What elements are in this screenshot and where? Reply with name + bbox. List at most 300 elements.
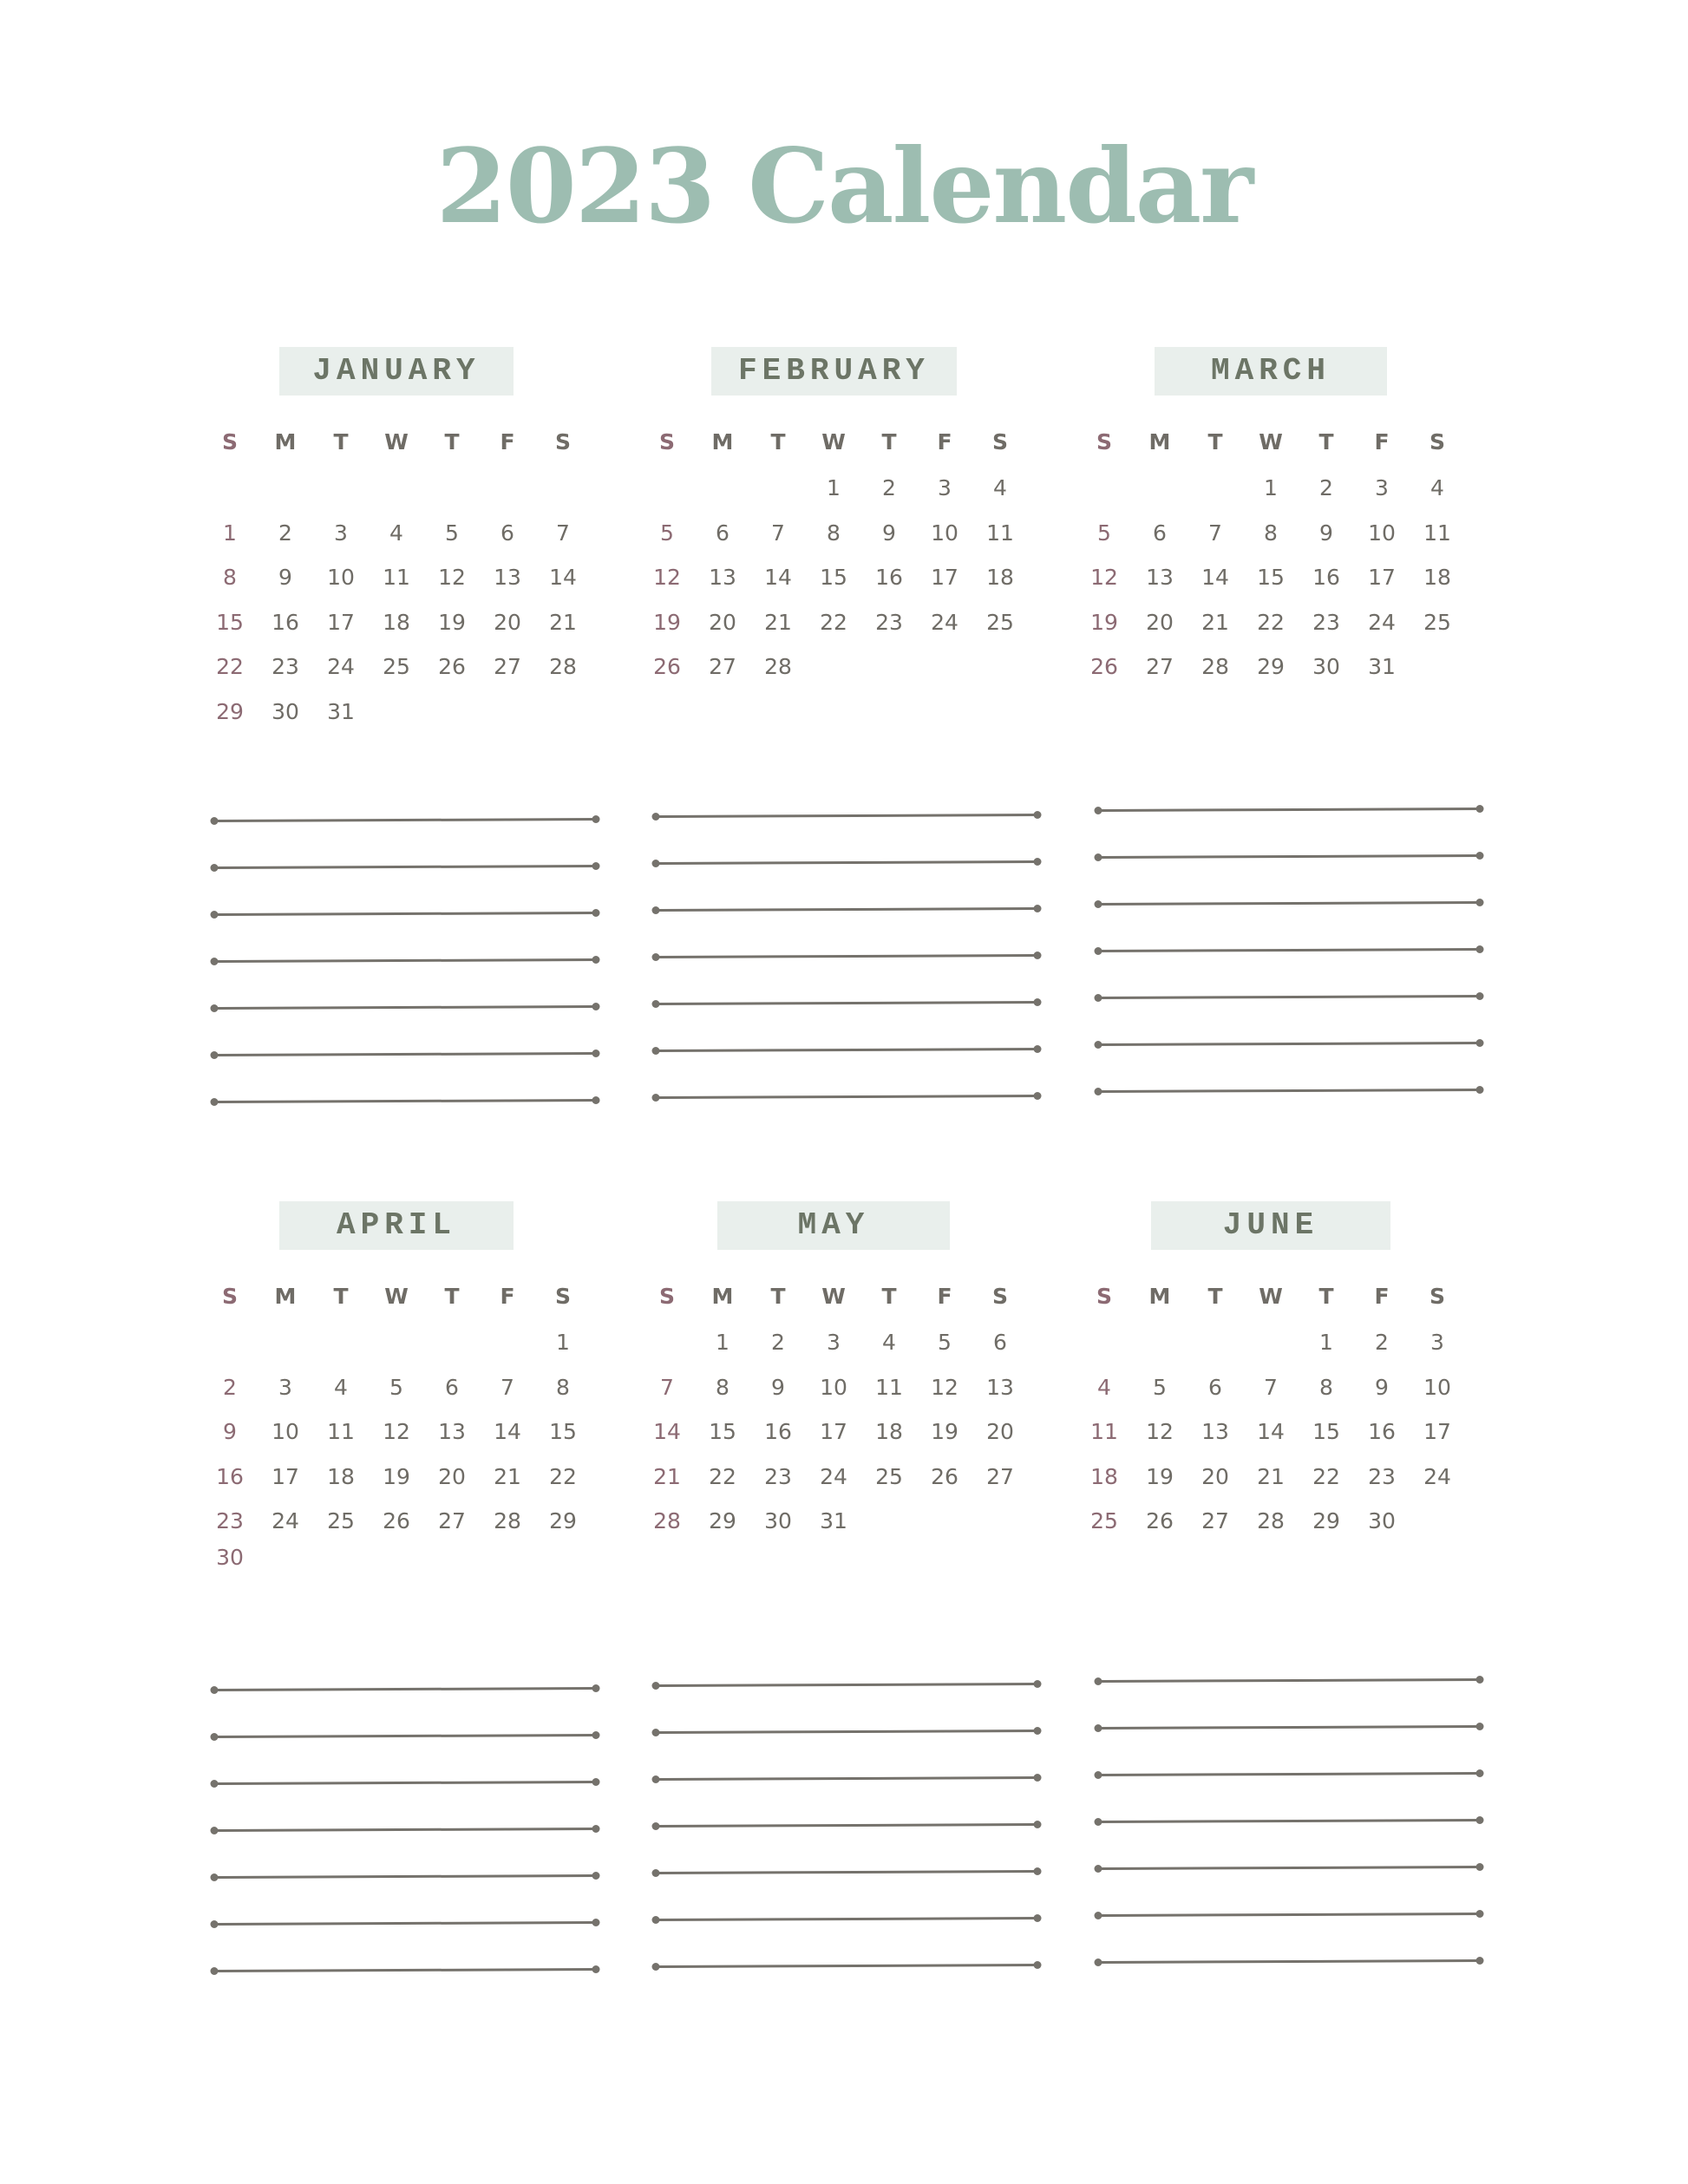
day-cell: 14 bbox=[764, 565, 792, 590]
day-cell: 29 bbox=[216, 698, 244, 724]
line-end-dot bbox=[1095, 900, 1102, 908]
line-end-dot bbox=[211, 1873, 219, 1881]
line-end-dot bbox=[1034, 1045, 1042, 1053]
line-end-dot bbox=[211, 911, 219, 919]
day-cell: 7 bbox=[1264, 1374, 1278, 1400]
line-end-dot bbox=[652, 1869, 660, 1877]
day-cell: 6 bbox=[1153, 520, 1167, 546]
note-line[interactable] bbox=[214, 1829, 596, 1831]
day-cell: 5 bbox=[660, 520, 674, 546]
day-cell: 22 bbox=[216, 654, 244, 679]
day-cell: 22 bbox=[1257, 609, 1285, 635]
line-end-dot bbox=[1095, 1818, 1102, 1826]
weekday-label: T bbox=[444, 429, 460, 454]
note-line[interactable] bbox=[656, 1684, 1037, 1686]
note-line[interactable] bbox=[214, 866, 596, 868]
day-cell: 5 bbox=[445, 520, 459, 546]
month-header: APRIL bbox=[279, 1201, 514, 1250]
line-end-dot bbox=[1034, 811, 1042, 819]
month-may bbox=[638, 1201, 1124, 1895]
day-cell: 6 bbox=[993, 1330, 1007, 1355]
note-line[interactable] bbox=[656, 862, 1037, 864]
note-line[interactable] bbox=[656, 1919, 1037, 1920]
note-line[interactable] bbox=[1098, 856, 1480, 858]
weekday-label: F bbox=[937, 429, 952, 454]
month-june bbox=[1076, 1201, 1561, 1895]
weekday-label: S bbox=[991, 429, 1008, 454]
note-line[interactable] bbox=[1098, 1043, 1480, 1045]
day-cell: 3 bbox=[827, 1330, 841, 1355]
weekday-label: W bbox=[821, 1284, 846, 1309]
day-cell: 26 bbox=[1146, 1508, 1174, 1533]
day-cell: 26 bbox=[653, 654, 681, 679]
day-cell: 20 bbox=[1201, 1463, 1229, 1489]
day-cell: 29 bbox=[709, 1508, 736, 1533]
day-cell: 19 bbox=[931, 1419, 958, 1444]
line-end-dot bbox=[1095, 1958, 1102, 1966]
notes-lines bbox=[652, 1676, 1069, 1974]
line-end-dot bbox=[211, 1098, 219, 1106]
month-february bbox=[638, 347, 1124, 1041]
notes-lines bbox=[1095, 1671, 1511, 1970]
day-cell: 17 bbox=[820, 1419, 847, 1444]
day-cell: 20 bbox=[986, 1419, 1014, 1444]
day-cell: 15 bbox=[1312, 1419, 1340, 1444]
line-end-dot bbox=[592, 862, 600, 870]
note-line[interactable] bbox=[214, 960, 596, 962]
day-cell: 6 bbox=[445, 1374, 459, 1400]
day-cell: 11 bbox=[1090, 1419, 1118, 1444]
note-line[interactable] bbox=[214, 1689, 596, 1690]
day-cell: 16 bbox=[1312, 565, 1340, 590]
line-end-dot bbox=[1476, 992, 1484, 1000]
day-cell: 7 bbox=[660, 1374, 674, 1400]
day-cell: 22 bbox=[709, 1463, 736, 1489]
note-line[interactable] bbox=[1098, 1867, 1480, 1869]
note-line[interactable] bbox=[1098, 809, 1480, 811]
weekday-label: F bbox=[937, 1284, 952, 1309]
day-cell: 12 bbox=[1146, 1419, 1174, 1444]
day-cell: 8 bbox=[223, 565, 237, 590]
day-cell: 3 bbox=[1430, 1330, 1444, 1355]
day-cell: 12 bbox=[438, 565, 466, 590]
weekday-label: S bbox=[658, 1284, 675, 1309]
weekday-label: S bbox=[1096, 1284, 1112, 1309]
line-end-dot bbox=[211, 1780, 219, 1788]
notes-lines bbox=[1095, 801, 1511, 1099]
day-cell: 28 bbox=[1201, 654, 1229, 679]
note-line[interactable] bbox=[214, 1970, 596, 1971]
month-april bbox=[201, 1201, 687, 1895]
day-cell: 18 bbox=[1090, 1463, 1118, 1489]
weekday-label: S bbox=[658, 429, 675, 454]
day-cell: 5 bbox=[1097, 520, 1111, 546]
note-line[interactable] bbox=[214, 1101, 596, 1102]
day-cell: 7 bbox=[1208, 520, 1222, 546]
note-line[interactable] bbox=[656, 1731, 1037, 1733]
note-line[interactable] bbox=[214, 820, 596, 821]
day-cell: 4 bbox=[1430, 475, 1444, 500]
note-line[interactable] bbox=[656, 1825, 1037, 1827]
weekday-label: T bbox=[333, 1284, 349, 1309]
line-end-dot bbox=[592, 1096, 600, 1104]
day-cell: 2 bbox=[1319, 475, 1333, 500]
line-end-dot bbox=[1476, 1863, 1484, 1871]
note-line[interactable] bbox=[1098, 1774, 1480, 1775]
line-end-dot bbox=[592, 909, 600, 917]
line-end-dot bbox=[211, 864, 219, 872]
line-end-dot bbox=[211, 1686, 219, 1694]
line-end-dot bbox=[211, 1967, 219, 1975]
day-cell: 10 bbox=[327, 565, 355, 590]
note-line[interactable] bbox=[656, 956, 1037, 958]
day-cell: 3 bbox=[938, 475, 952, 500]
day-cell: 6 bbox=[501, 520, 514, 546]
note-line[interactable] bbox=[214, 1736, 596, 1737]
line-end-dot bbox=[211, 1920, 219, 1928]
day-cell: 3 bbox=[278, 1374, 292, 1400]
day-cell: 6 bbox=[1208, 1374, 1222, 1400]
day-cell: 3 bbox=[1375, 475, 1389, 500]
day-cell: 23 bbox=[272, 654, 299, 679]
weekday-label: T bbox=[1207, 1284, 1223, 1309]
line-end-dot bbox=[211, 958, 219, 965]
line-end-dot bbox=[1476, 805, 1484, 813]
line-end-dot bbox=[592, 1919, 600, 1926]
line-end-dot bbox=[652, 1682, 660, 1690]
note-line[interactable] bbox=[1098, 1090, 1480, 1092]
note-line[interactable] bbox=[214, 1782, 596, 1784]
weekday-label: M bbox=[274, 1284, 297, 1309]
line-end-dot bbox=[211, 817, 219, 825]
line-end-dot bbox=[1095, 1041, 1102, 1049]
line-end-dot bbox=[652, 953, 660, 961]
weekday-label: T bbox=[333, 429, 349, 454]
day-cell: 27 bbox=[1201, 1508, 1229, 1533]
day-cell: 26 bbox=[931, 1463, 958, 1489]
day-cell: 1 bbox=[223, 520, 237, 546]
day-cell: 25 bbox=[875, 1463, 903, 1489]
weekday-label: W bbox=[821, 429, 846, 454]
note-line[interactable] bbox=[1098, 1821, 1480, 1822]
note-line[interactable] bbox=[656, 1003, 1037, 1004]
day-cell: 9 bbox=[1375, 1374, 1389, 1400]
weekday-label: S bbox=[554, 1284, 571, 1309]
day-cell: 12 bbox=[653, 565, 681, 590]
weekday-label: W bbox=[1259, 429, 1283, 454]
line-end-dot bbox=[652, 1822, 660, 1830]
day-cell: 29 bbox=[549, 1508, 577, 1533]
weekday-label: F bbox=[500, 429, 515, 454]
weekday-label: F bbox=[1374, 429, 1390, 454]
note-line[interactable] bbox=[1098, 1961, 1480, 1963]
line-end-dot bbox=[592, 956, 600, 964]
line-end-dot bbox=[1476, 899, 1484, 906]
day-cell: 5 bbox=[938, 1330, 952, 1355]
day-cell: 25 bbox=[986, 609, 1014, 635]
line-end-dot bbox=[592, 815, 600, 823]
day-cell: 20 bbox=[1146, 609, 1174, 635]
day-cell: 27 bbox=[494, 654, 521, 679]
line-end-dot bbox=[211, 1051, 219, 1059]
day-cell: 30 bbox=[1312, 654, 1340, 679]
line-end-dot bbox=[652, 1963, 660, 1971]
day-cell: 15 bbox=[1257, 565, 1285, 590]
note-line[interactable] bbox=[1098, 997, 1480, 998]
day-cell: 13 bbox=[986, 1374, 1014, 1400]
line-end-dot bbox=[1034, 1867, 1042, 1875]
day-cell: 2 bbox=[278, 520, 292, 546]
day-cell: 19 bbox=[438, 609, 466, 635]
day-cell: 24 bbox=[1368, 609, 1396, 635]
day-cell: 31 bbox=[327, 698, 355, 724]
weekday-label: F bbox=[1374, 1284, 1390, 1309]
weekday-label: S bbox=[221, 429, 238, 454]
day-cell: 26 bbox=[1090, 654, 1118, 679]
day-cell: 1 bbox=[716, 1330, 730, 1355]
day-cell: 31 bbox=[1368, 654, 1396, 679]
day-cell: 20 bbox=[709, 609, 736, 635]
day-cell: 22 bbox=[1312, 1463, 1340, 1489]
notes-lines bbox=[652, 807, 1069, 1105]
day-cell: 10 bbox=[931, 520, 958, 546]
day-cell: 8 bbox=[1319, 1374, 1333, 1400]
day-cell: 31 bbox=[820, 1508, 847, 1533]
day-cell: 10 bbox=[820, 1374, 847, 1400]
note-line[interactable] bbox=[656, 815, 1037, 817]
line-end-dot bbox=[592, 1003, 600, 1010]
day-cell: 27 bbox=[709, 654, 736, 679]
day-cell: 22 bbox=[549, 1463, 577, 1489]
weekday-label: S bbox=[554, 429, 571, 454]
note-line[interactable] bbox=[656, 1872, 1037, 1873]
day-cell: 17 bbox=[272, 1463, 299, 1489]
line-end-dot bbox=[1476, 1676, 1484, 1684]
day-cell: 23 bbox=[1368, 1463, 1396, 1489]
day-cell: 24 bbox=[931, 609, 958, 635]
weekday-label: T bbox=[1318, 1284, 1334, 1309]
weekday-label: T bbox=[770, 1284, 786, 1309]
line-end-dot bbox=[592, 1049, 600, 1057]
line-end-dot bbox=[1095, 807, 1102, 814]
day-cell: 2 bbox=[882, 475, 896, 500]
day-cell: 3 bbox=[334, 520, 348, 546]
day-cell: 21 bbox=[1201, 609, 1229, 635]
weekday-label: M bbox=[711, 429, 734, 454]
day-cell: 17 bbox=[327, 609, 355, 635]
day-cell: 14 bbox=[1257, 1419, 1285, 1444]
line-end-dot bbox=[652, 813, 660, 821]
line-end-dot bbox=[1034, 1914, 1042, 1922]
day-cell: 19 bbox=[1090, 609, 1118, 635]
day-cell: 21 bbox=[494, 1463, 521, 1489]
line-end-dot bbox=[652, 1916, 660, 1924]
day-cell: 17 bbox=[931, 565, 958, 590]
note-line[interactable] bbox=[1098, 903, 1480, 905]
day-cell: 30 bbox=[1368, 1508, 1396, 1533]
day-cell: 26 bbox=[438, 654, 466, 679]
day-cell: 13 bbox=[438, 1419, 466, 1444]
line-end-dot bbox=[592, 1684, 600, 1692]
day-cell: 24 bbox=[327, 654, 355, 679]
note-line[interactable] bbox=[1098, 1914, 1480, 1916]
day-cell: 2 bbox=[1375, 1330, 1389, 1355]
line-end-dot bbox=[652, 906, 660, 914]
day-cell: 28 bbox=[1257, 1508, 1285, 1533]
weekday-label: S bbox=[1429, 429, 1445, 454]
day-cell: 20 bbox=[494, 609, 521, 635]
day-cell: 9 bbox=[771, 1374, 785, 1400]
weekday-label: W bbox=[384, 1284, 409, 1309]
day-cell: 4 bbox=[1097, 1374, 1111, 1400]
day-cell: 4 bbox=[334, 1374, 348, 1400]
day-cell: 13 bbox=[1146, 565, 1174, 590]
note-line[interactable] bbox=[656, 909, 1037, 911]
line-end-dot bbox=[1034, 951, 1042, 959]
note-line[interactable] bbox=[214, 1007, 596, 1009]
day-cell: 30 bbox=[216, 1545, 244, 1570]
line-end-dot bbox=[211, 1733, 219, 1741]
line-end-dot bbox=[1095, 1771, 1102, 1779]
note-line[interactable] bbox=[214, 1923, 596, 1925]
note-line[interactable] bbox=[214, 913, 596, 915]
line-end-dot bbox=[1095, 947, 1102, 955]
day-cell: 12 bbox=[383, 1419, 410, 1444]
day-cell: 27 bbox=[986, 1463, 1014, 1489]
line-end-dot bbox=[1095, 1865, 1102, 1873]
day-cell: 9 bbox=[882, 520, 896, 546]
day-cell: 15 bbox=[216, 609, 244, 635]
note-line[interactable] bbox=[656, 1049, 1037, 1051]
weekday-label: W bbox=[1259, 1284, 1283, 1309]
day-cell: 14 bbox=[1201, 565, 1229, 590]
day-cell: 16 bbox=[272, 609, 299, 635]
day-cell: 5 bbox=[1153, 1374, 1167, 1400]
day-cell: 14 bbox=[549, 565, 577, 590]
day-cell: 28 bbox=[494, 1508, 521, 1533]
month-header: MARCH bbox=[1155, 347, 1387, 396]
note-line[interactable] bbox=[656, 1778, 1037, 1780]
day-cell: 10 bbox=[1423, 1374, 1451, 1400]
day-cell: 11 bbox=[875, 1374, 903, 1400]
month-header: FEBRUARY bbox=[711, 347, 957, 396]
day-cell: 1 bbox=[1264, 475, 1278, 500]
day-cell: 23 bbox=[764, 1463, 792, 1489]
line-end-dot bbox=[1034, 998, 1042, 1006]
line-end-dot bbox=[1034, 1774, 1042, 1782]
line-end-dot bbox=[1095, 1088, 1102, 1095]
day-cell: 19 bbox=[1146, 1463, 1174, 1489]
day-cell: 16 bbox=[1368, 1419, 1396, 1444]
weekday-label: M bbox=[711, 1284, 734, 1309]
day-cell: 16 bbox=[875, 565, 903, 590]
day-cell: 27 bbox=[438, 1508, 466, 1533]
notes-lines bbox=[211, 1680, 627, 1978]
note-line[interactable] bbox=[1098, 1680, 1480, 1682]
line-end-dot bbox=[1476, 1769, 1484, 1777]
note-line[interactable] bbox=[214, 1876, 596, 1878]
day-cell: 8 bbox=[1264, 520, 1278, 546]
day-cell: 12 bbox=[1090, 565, 1118, 590]
line-end-dot bbox=[1095, 1677, 1102, 1685]
day-cell: 9 bbox=[1319, 520, 1333, 546]
day-cell: 17 bbox=[1368, 565, 1396, 590]
day-cell: 24 bbox=[272, 1508, 299, 1533]
day-cell: 18 bbox=[875, 1419, 903, 1444]
day-cell: 13 bbox=[1201, 1419, 1229, 1444]
line-end-dot bbox=[592, 1731, 600, 1739]
weekday-label: W bbox=[384, 429, 409, 454]
line-end-dot bbox=[592, 1825, 600, 1833]
line-end-dot bbox=[652, 1094, 660, 1102]
day-cell: 25 bbox=[1090, 1508, 1118, 1533]
day-cell: 30 bbox=[764, 1508, 792, 1533]
day-cell: 15 bbox=[549, 1419, 577, 1444]
note-line[interactable] bbox=[1098, 1727, 1480, 1729]
day-cell: 1 bbox=[556, 1330, 570, 1355]
line-end-dot bbox=[1034, 1092, 1042, 1100]
line-end-dot bbox=[592, 1965, 600, 1973]
day-cell: 14 bbox=[494, 1419, 521, 1444]
weekday-label: M bbox=[1148, 1284, 1171, 1309]
day-cell: 10 bbox=[1368, 520, 1396, 546]
line-end-dot bbox=[652, 1775, 660, 1783]
line-end-dot bbox=[592, 1778, 600, 1786]
note-line[interactable] bbox=[214, 1054, 596, 1056]
day-cell: 1 bbox=[1319, 1330, 1333, 1355]
day-cell: 9 bbox=[223, 1419, 237, 1444]
line-end-dot bbox=[1095, 1724, 1102, 1732]
line-end-dot bbox=[1476, 1086, 1484, 1094]
day-cell: 27 bbox=[1146, 654, 1174, 679]
weekday-label: T bbox=[881, 1284, 897, 1309]
note-line[interactable] bbox=[1098, 950, 1480, 951]
weekday-label: T bbox=[770, 429, 786, 454]
line-end-dot bbox=[1476, 1723, 1484, 1730]
day-cell: 23 bbox=[1312, 609, 1340, 635]
line-end-dot bbox=[1034, 1961, 1042, 1969]
note-line[interactable] bbox=[656, 1965, 1037, 1967]
day-cell: 25 bbox=[383, 654, 410, 679]
line-end-dot bbox=[1034, 1680, 1042, 1688]
day-cell: 19 bbox=[653, 609, 681, 635]
day-cell: 6 bbox=[716, 520, 730, 546]
day-cell: 13 bbox=[494, 565, 521, 590]
day-cell: 18 bbox=[1423, 565, 1451, 590]
day-cell: 15 bbox=[709, 1419, 736, 1444]
day-cell: 16 bbox=[764, 1419, 792, 1444]
day-cell: 7 bbox=[501, 1374, 514, 1400]
day-cell: 21 bbox=[764, 609, 792, 635]
line-end-dot bbox=[1095, 994, 1102, 1002]
day-cell: 29 bbox=[1312, 1508, 1340, 1533]
month-header: MAY bbox=[717, 1201, 950, 1250]
day-cell: 10 bbox=[272, 1419, 299, 1444]
day-cell: 8 bbox=[556, 1374, 570, 1400]
day-cell: 2 bbox=[771, 1330, 785, 1355]
weekday-label: S bbox=[221, 1284, 238, 1309]
day-cell: 4 bbox=[389, 520, 403, 546]
weekday-label: T bbox=[1207, 429, 1223, 454]
note-line[interactable] bbox=[656, 1096, 1037, 1098]
day-cell: 23 bbox=[216, 1508, 244, 1533]
weekday-label: S bbox=[1096, 429, 1112, 454]
line-end-dot bbox=[211, 1004, 219, 1012]
line-end-dot bbox=[1476, 1910, 1484, 1918]
line-end-dot bbox=[1476, 945, 1484, 953]
day-cell: 30 bbox=[272, 698, 299, 724]
day-cell: 16 bbox=[216, 1463, 244, 1489]
